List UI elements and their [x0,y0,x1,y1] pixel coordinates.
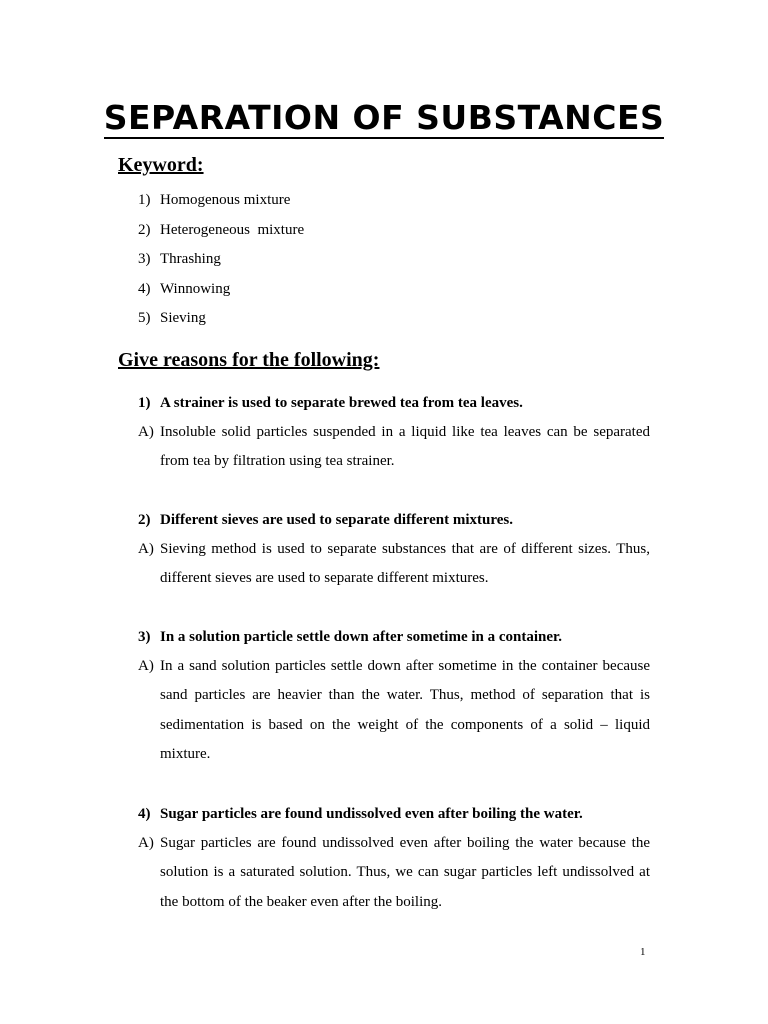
reasons-heading: Give reasons for the following: [118,349,380,371]
page-number: 1 [640,946,646,958]
list-item: 5) Sieving [138,310,206,326]
list-item: 2) Heterogeneous mixture [138,221,305,238]
page-title: SEPARATION OF SUBSTANCES [103,98,665,137]
qa-block-1 [138,389,650,477]
question: 2) Different sieves are used to separate different mixtures. [138,512,513,528]
answer: A) Sugar particles are found undissolved even after boiling the water because the solution is a saturated solution. Thus, we can sugar particles left undissolved at the bottom of the beaker even after the boiling. [138,835,650,910]
question: 3) In a solution particle settle down after sometime in a container. [138,629,563,645]
list-item: 1) Homogenous mixture [138,192,291,208]
answer: A) In a sand solution particles settle down after sometime in the container because sand particles are heavier than the water. Thus, method of separation that is sedimentation is based on the weight of the components of a solid – liquid mixture. [138,658,650,762]
list-item: 3) Thrashing [138,251,221,267]
qa-block-2 [138,506,650,594]
keyword-list [138,186,304,334]
answer: A) Insoluble solid particles suspended in a liquid like tea leaves can be separated from tea by filtration using tea strainer. [138,424,650,470]
list-item: 4) Winnowing [138,280,231,297]
qa-block-4 [138,800,650,917]
keyword-heading: Keyword: [118,154,204,176]
qa-block-3 [138,623,650,769]
question: 4) Sugar particles are found undissolved even after boiling the water. [138,806,583,822]
answer: A) Sieving method is used to separate substances that are of different sizes. Thus, different sieves are used to separate different mixtures. [138,541,650,587]
question: 1) A strainer is used to separate brewed tea from tea leaves. [138,395,523,411]
